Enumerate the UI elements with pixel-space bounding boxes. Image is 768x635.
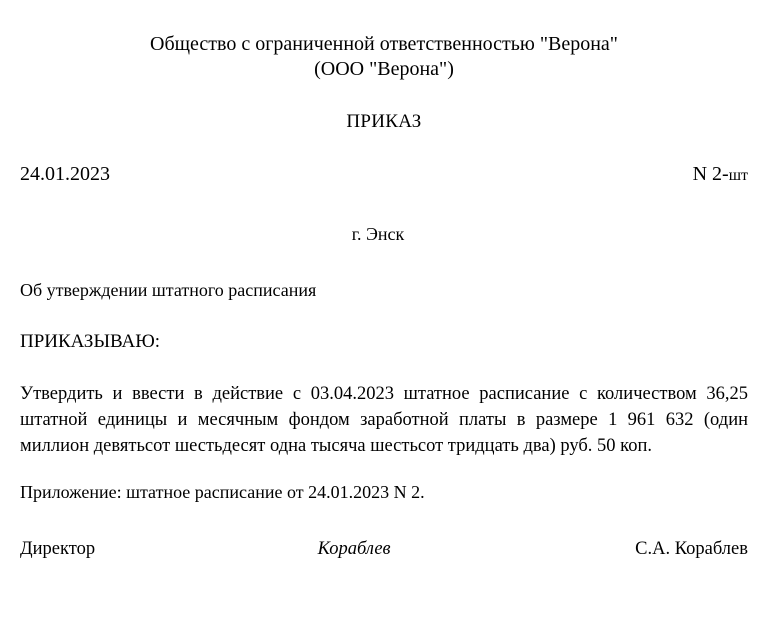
organization-short-name: (ООО "Верона") (314, 58, 454, 80)
document-meta-row (20, 162, 748, 188)
document-body-text: Утвердить и ввести в действие с 03.04.2023 штатное расписание с количеством 36,25 штатной единицы и месячным фондом заработной платы в размере 1 961 632 (один миллион девятьсот шестьдесят одна тысяча шестьсот тридцать два) руб. 50 коп. (20, 384, 748, 456)
document-number-suffix: шт (728, 167, 748, 184)
document-number (693, 162, 748, 188)
document-kind-title: ПРИКАЗ (346, 111, 422, 132)
signature-row (20, 537, 748, 561)
organization-full-name: Общество с ограниченной ответственностью "Верона" (150, 33, 618, 55)
document-date: 24.01.2023 (20, 163, 110, 185)
document-appendix: Приложение: штатное расписание от 24.01.2023 N 2. (20, 482, 425, 502)
signatory-position: Директор (20, 539, 96, 559)
document-subject: Об утверждении штатного расписания (20, 280, 317, 300)
document-page (0, 32, 768, 635)
signatory-name: С.А. Кораблев (635, 539, 748, 559)
organization-header (20, 32, 748, 82)
document-city: г. Энск (351, 224, 405, 244)
document-number-prefix: N 2- (692, 163, 729, 185)
signatory-autograph: Кораблев (317, 539, 391, 559)
order-keyword: ПРИКАЗЫВАЮ: (20, 331, 161, 352)
